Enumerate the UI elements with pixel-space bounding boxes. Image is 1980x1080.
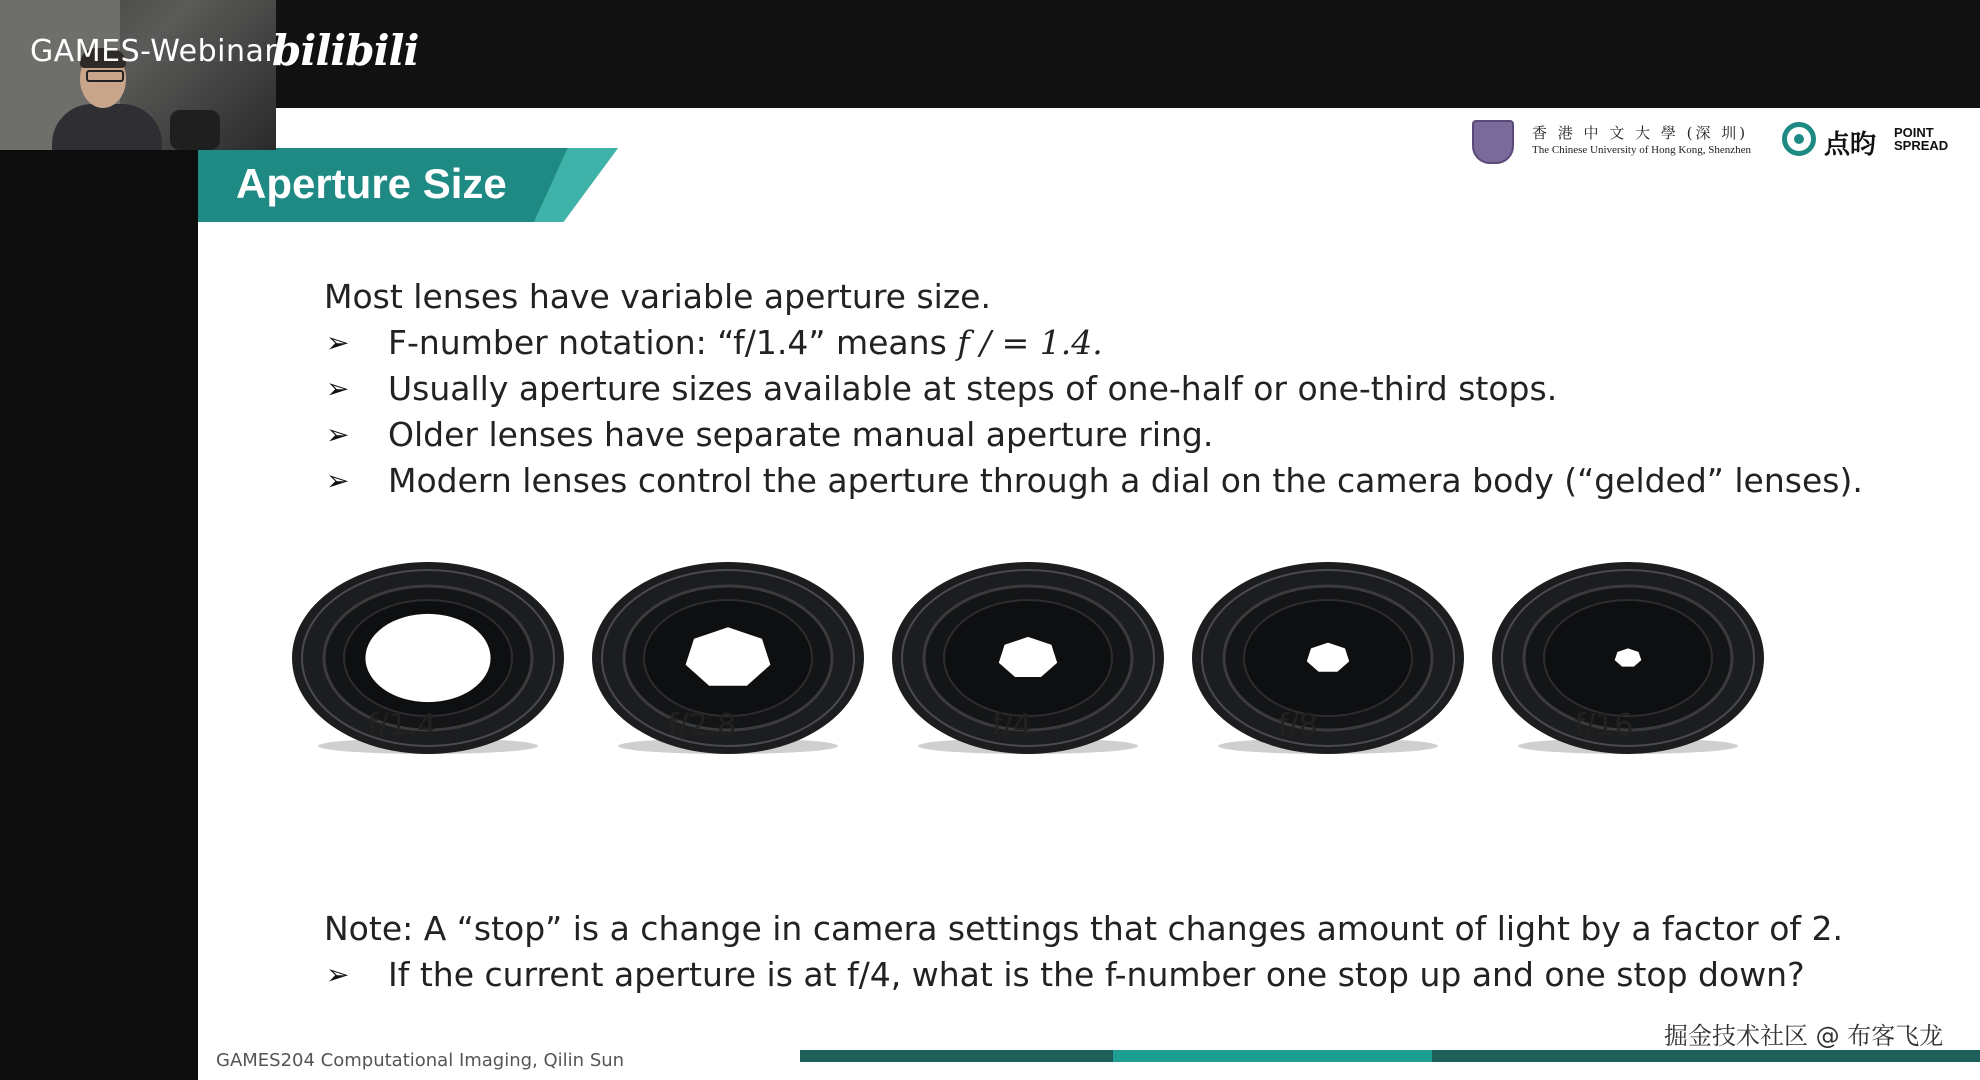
bullet-arrow-icon: ➢ xyxy=(326,372,350,405)
stream-overlay-title: GAMES-Webinar xyxy=(30,34,278,69)
lens-fstop-label: f/8 xyxy=(1278,708,1318,743)
aperture-opening xyxy=(365,614,490,702)
bullet-text: Older lenses have separate manual aperture ring. xyxy=(388,415,1214,454)
lens-fstop-label: f/16 xyxy=(1574,708,1634,743)
slide-progress-bar xyxy=(800,1050,1980,1062)
bullet-modern-lenses xyxy=(324,458,1924,504)
slide-canvas xyxy=(198,108,1980,1080)
left-black-margin xyxy=(0,150,198,1080)
bullet-text: Usually aperture sizes available at steps of one-half or one-third stops. xyxy=(388,369,1558,408)
note-text: Note: A “stop” is a change in camera settings that changes amount of light by a factor of 2. xyxy=(324,909,1843,948)
lead-sentence: Most lenses have variable aperture size. xyxy=(324,277,991,316)
bullet-text: Modern lenses control the aperture through a dial on the camera body (“gelded” lenses). xyxy=(388,461,1863,500)
slide-progress-fill xyxy=(1113,1050,1432,1062)
note-question xyxy=(324,952,1924,998)
bullet-arrow-icon: ➢ xyxy=(326,958,350,991)
university-logo xyxy=(1472,118,1792,164)
bullet-steps xyxy=(324,366,1924,412)
university-name-cn: 香 港 中 文 大 學 (深 圳) xyxy=(1532,124,1749,142)
university-crest-icon xyxy=(1472,120,1514,164)
fnumber-formula: f / = 1.4. xyxy=(957,323,1103,362)
bilibili-logo: bilibili xyxy=(272,26,419,75)
bullet-text: F-number notation: “f/1.4” means xyxy=(388,323,947,362)
slide-body xyxy=(324,274,1924,504)
slide-footer: GAMES204 Computational Imaging, Qilin Sun xyxy=(216,1050,625,1071)
lens-fstop-label: f/4 xyxy=(992,708,1032,743)
pointspread-eye-icon xyxy=(1782,122,1816,156)
bullet-arrow-icon: ➢ xyxy=(326,464,350,497)
bullet-arrow-icon: ➢ xyxy=(326,418,350,451)
watermark: 掘金技术社区 @ 布客飞龙 xyxy=(1664,1022,1944,1050)
lens-fstop-label: f/2.8 xyxy=(667,708,737,743)
bullet-text: If the current aperture is at f/4, what is the f-number one stop up and one stop down? xyxy=(388,955,1805,994)
bullet-arrow-icon: ➢ xyxy=(326,326,350,359)
pointspread-name-cn: 点昀 xyxy=(1824,130,1877,160)
lens-fstop-label: f/1.4 xyxy=(367,708,437,743)
bullet-older-lenses xyxy=(324,412,1924,458)
bullet-fnumber xyxy=(324,320,1924,366)
note-block xyxy=(324,906,1924,998)
slide-title: Aperture Size xyxy=(236,160,507,207)
pointspread-name-en: POINT SPREAD xyxy=(1894,125,1949,153)
pointspread-logo xyxy=(1782,122,1962,162)
presenter-webcam xyxy=(0,0,276,150)
university-name-en: The Chinese University of Hong Kong, Shenzhen xyxy=(1532,144,1752,156)
